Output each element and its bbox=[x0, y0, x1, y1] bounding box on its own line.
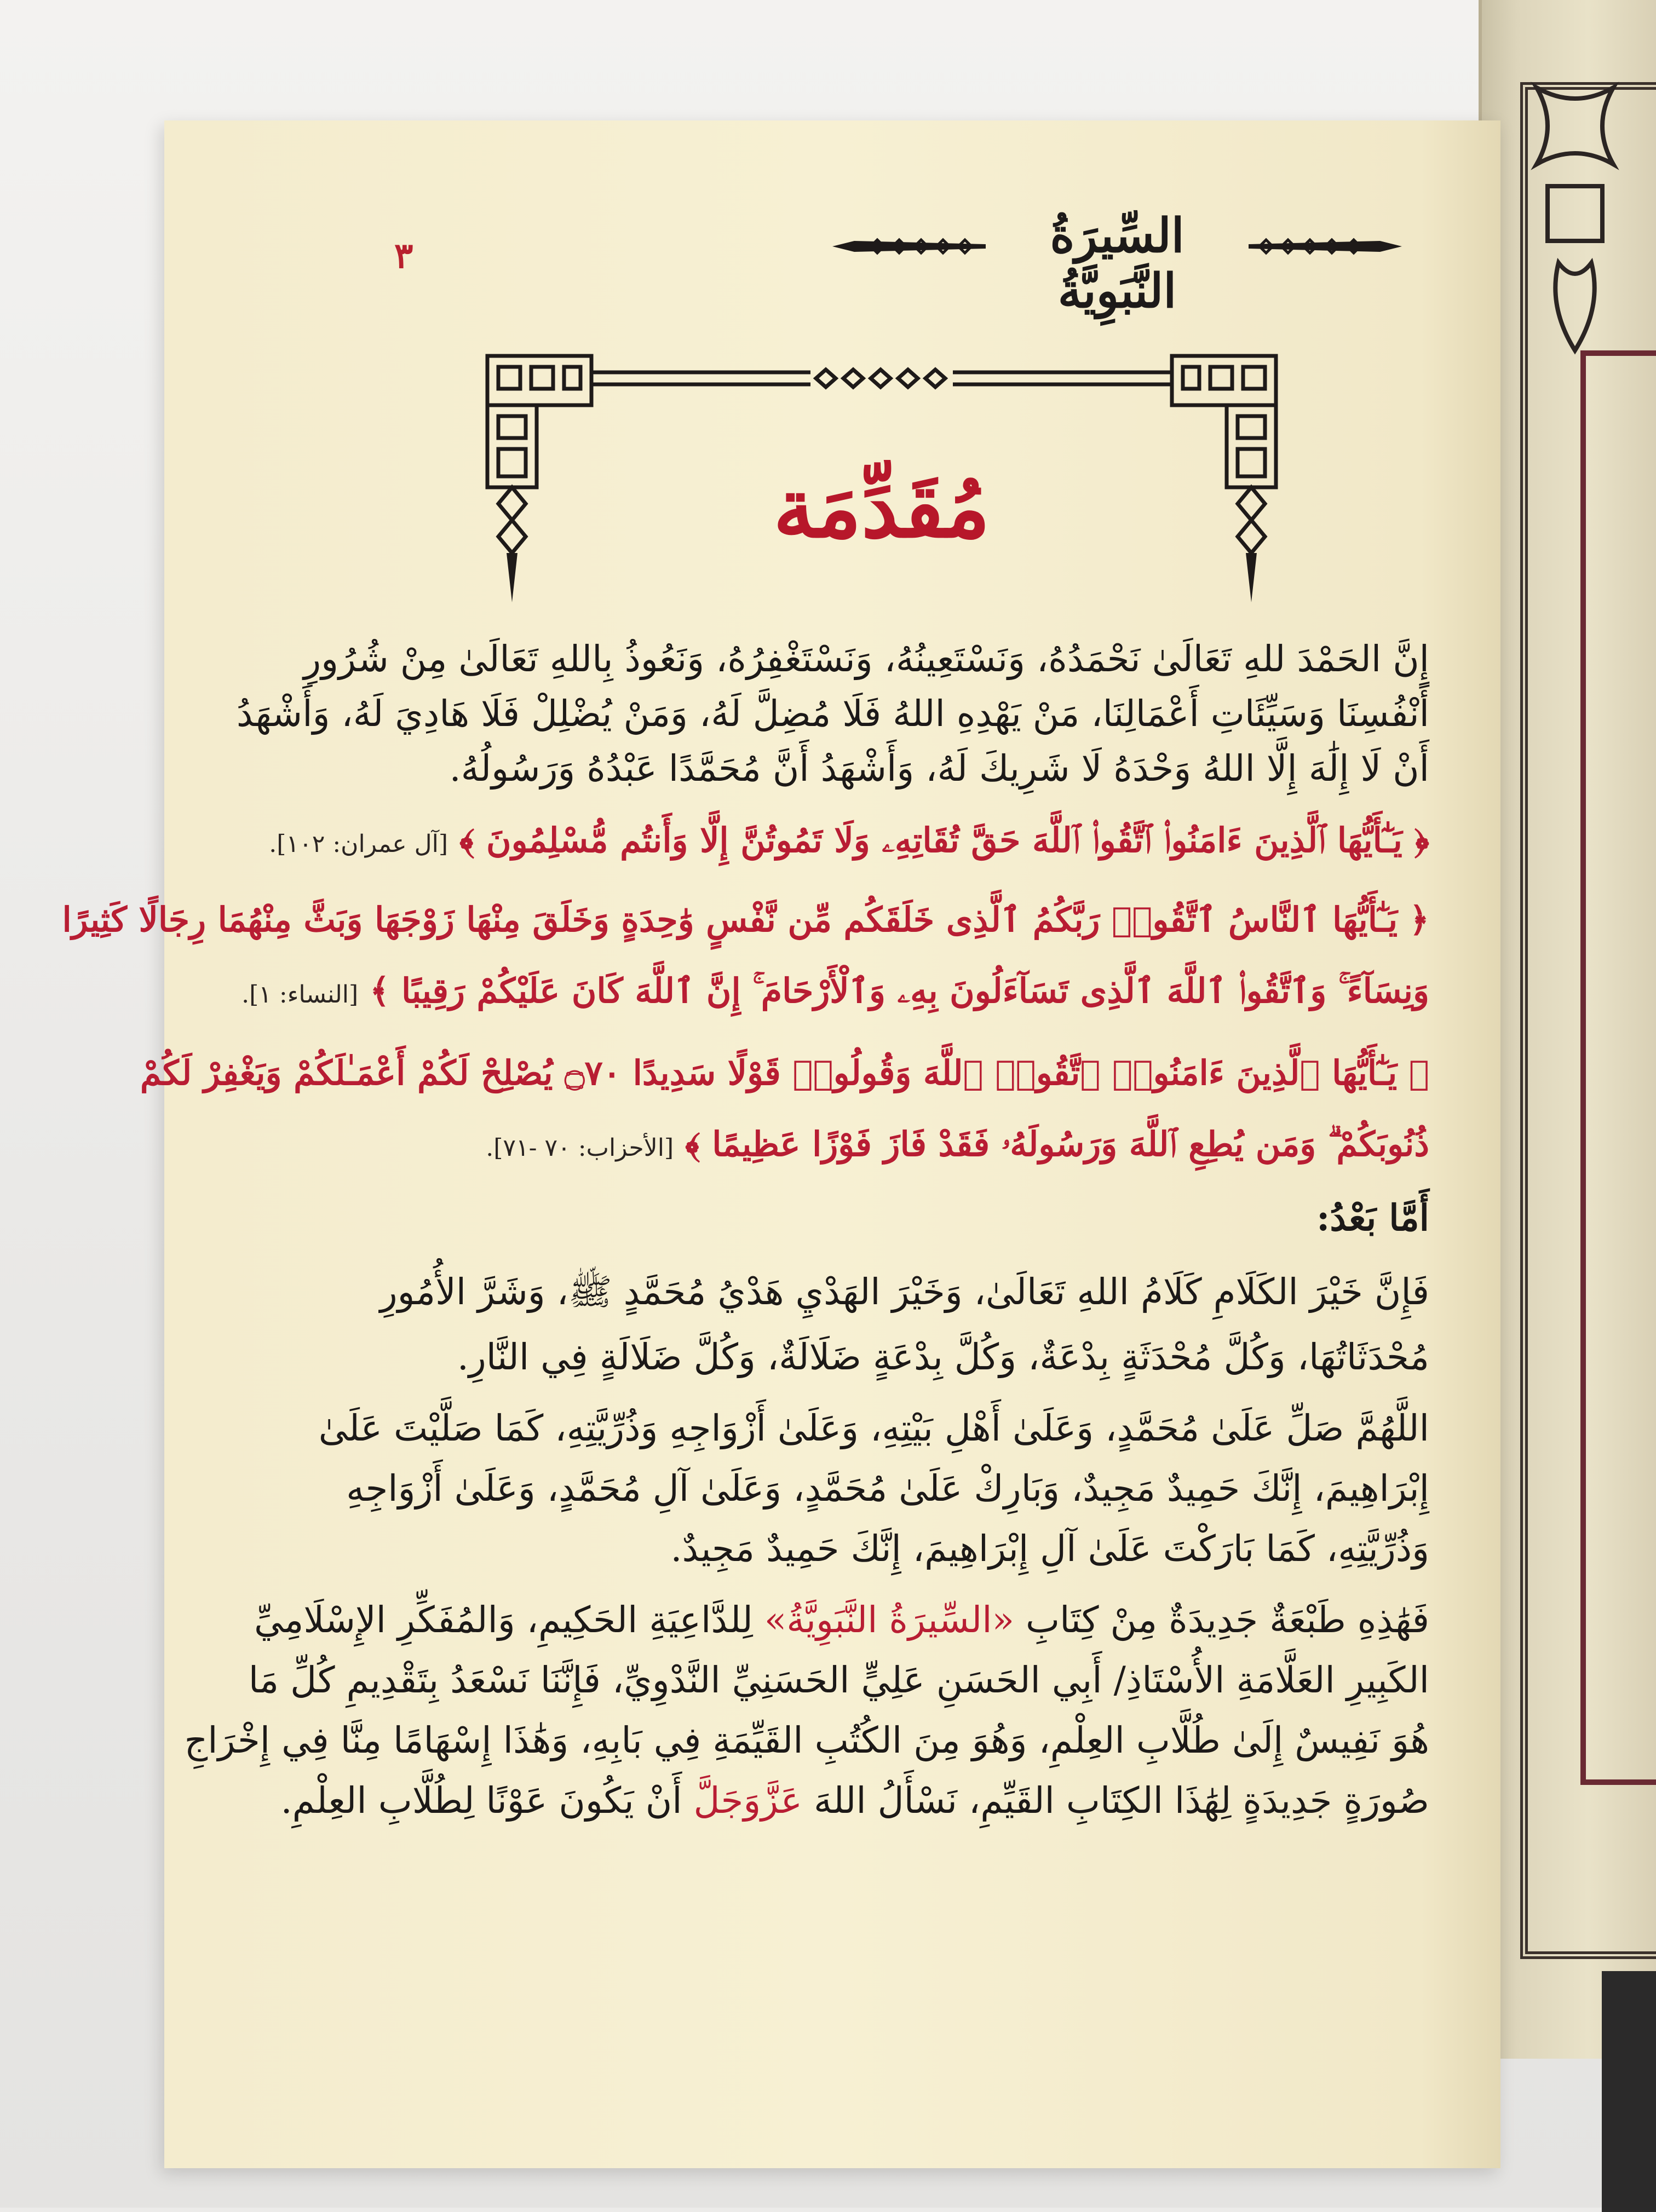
facing-page-ornament bbox=[1526, 77, 1624, 361]
body-line: الكَبِيرِ العَلَّامَةِ الأُسْتَاذِ/ أَبِي الحَسَنِ عَلِيٍّ الحَسَنِيِّ النَّدْوِيِّ، فَإِنَّنَا نَسْعَدُ بِتَقْدِيمِ كُلِّ مَا bbox=[248, 1659, 1429, 1701]
book-binding bbox=[1602, 1971, 1656, 2212]
body-line: أَنْفُسِنَا وَسَيِّئَاتِ أَعْمَالِنَا، مَنْ يَهْدِهِ اللهُ فَلَا مُضِلَّ لَهُ، وَمَنْ يُضْلِلْ فَلَا هَادِيَ لَهُ، وَأَشْهَدُ bbox=[236, 693, 1429, 735]
verse-reference: [الأحزاب: ٧٠ -٧١]. bbox=[486, 1134, 674, 1162]
quran-verse-line bbox=[334, 1122, 1429, 1165]
body-line: إِبْرَاهِيمَ، إِنَّكَ حَمِيدٌ مَجِيدٌ، وَبَارِكْ عَلَىٰ مُحَمَّدٍ، وَعَلَىٰ آلِ مُحَمَّدٍ، وَعَلَىٰ أَزْوَاجِهِ bbox=[346, 1467, 1429, 1510]
quran-verse-line bbox=[140, 1051, 1429, 1093]
quran-verse-text: ﴿ يَـٰٓأَيُّهَا ٱلَّذِينَ ءَامَنُوا۟ ٱتَّقُوا۟ ٱللَّهَ وَقُولُوا۟ قَوْلًا سَدِيدًا ۝٧٠ يُصْلِحْ لَكُمْ أَعْمَـٰلَكُمْ وَيَغْفِرْ لَكُمْ bbox=[140, 1053, 1429, 1093]
quran-verse-line bbox=[62, 898, 1429, 940]
body-line: هُوَ نَفِيسٌ إِلَىٰ طُلَّابِ العِلْمِ، وَهُوَ مِنَ الكُتُبِ القَيِّمَةِ فِي بَابِهِ، وَهَٰذَا إِسْهَامًا مِنَّا فِي إِخْرَاجِ bbox=[184, 1719, 1429, 1761]
quran-verse-text: ذُنُوبَكُمْ ۗ وَمَن يُطِعِ ٱللَّهَ وَرَسُولَهُۥ فَقَدْ فَازَ فَوْزًا عَظِيمًا ﴾ bbox=[685, 1124, 1429, 1164]
body-line: مُحْدَثَاتُهَا، وَكُلَّ مُحْدَثَةٍ بِدْعَةٌ، وَكُلَّ بِدْعَةٍ ضَلَالَةٌ، وَكُلَّ ضَلَالَةٍ فِي النَّارِ. bbox=[457, 1336, 1429, 1378]
body-text: أَنْ يَكُونَ عَوْنًا لِطُلَّابِ العِلْمِ. bbox=[280, 1779, 682, 1822]
section-title: مُقَدِّمَة bbox=[773, 460, 990, 556]
body-line: اللَّهُمَّ صَلِّ عَلَىٰ مُحَمَّدٍ، وَعَلَىٰ أَهْلِ بَيْتِهِ، وَعَلَىٰ أَزْوَاجِهِ وَذُرِّيَّتِهِ، كَمَا صَلَّيْتَ عَلَىٰ bbox=[318, 1407, 1429, 1449]
honorific: عَزَّوَجَلَّ bbox=[693, 1779, 802, 1822]
book-title-quote: «السِّيرَةُ النَّبَوِيَّةُ» bbox=[764, 1599, 1015, 1641]
body-text: صُورَةٍ جَدِيدَةٍ لِهَٰذَا الكِتَابِ القَيِّمِ، نَسْأَلُ اللهَ bbox=[813, 1779, 1429, 1822]
body-line: وَذُرِّيَّتِهِ، كَمَا بَارَكْتَ عَلَىٰ آلِ إِبْرَاهِيمَ، إِنَّكَ حَمِيدٌ مَجِيدٌ. bbox=[670, 1528, 1429, 1570]
body-line: إِنَّ الحَمْدَ للهِ تَعَالَىٰ نَحْمَدُهُ، وَنَسْتَعِينُهُ، وَنَسْتَغْفِرُهُ، وَنَعُوذُ بِاللهِ تَعَالَىٰ مِنْ شُرُورِ bbox=[303, 638, 1429, 680]
body-text: لِلدَّاعِيَةِ الحَكِيمِ، وَالمُفَكِّرِ الإِسْلَامِيِّ bbox=[254, 1599, 753, 1641]
body-line bbox=[254, 1599, 1429, 1641]
page-number: ٣ bbox=[394, 235, 413, 276]
amma-baad-heading: أَمَّا بَعْدُ: bbox=[1316, 1196, 1429, 1239]
facing-page-inner-frame bbox=[1580, 350, 1656, 1785]
quran-verse-text: ﴿ يَـٰٓأَيُّهَا ٱلَّذِينَ ءَامَنُوا۟ ٱتَّقُوا۟ ٱللَّهَ حَقَّ تُقَاتِهِۦ وَلَا تَمُوتُنَّ إِلَّا وَأَنتُم مُّسْلِمُونَ ﴾ bbox=[459, 820, 1429, 860]
quran-verse-text: ﴿ يَـٰٓأَيُّهَا ٱلنَّاسُ ٱتَّقُوا۟ رَبَّكُمُ ٱلَّذِى خَلَقَكُم مِّن نَّفْسٍ وَٰحِدَةٍ وَخَلَقَ مِنْهَا زَوْجَهَا وَبَثَّ مِنْهُمَا رِجَالًا كَثِيرًا bbox=[62, 900, 1429, 940]
running-header-title: السِّيرَةُ النَّبَوِيَّةُ bbox=[1050, 208, 1185, 319]
verse-reference: [آل عمران: ١٠٢]. bbox=[269, 830, 449, 858]
body-line: فَإِنَّ خَيْرَ الكَلَامِ كَلَامُ اللهِ تَعَالَىٰ، وَخَيْرَ الهَدْيِ هَدْيُ مُحَمَّدٍ ﷺ، وَشَرَّ الأُمُورِ bbox=[380, 1271, 1429, 1313]
body-line bbox=[280, 1779, 1429, 1822]
body-text: فَهَٰذِهِ طَبْعَةٌ جَدِيدَةٌ مِنْ كِتَابِ bbox=[1026, 1599, 1429, 1641]
section-heading-line bbox=[334, 1196, 1429, 1239]
body-line: أَنْ لَا إِلَٰهَ إِلَّا اللهُ وَحْدَهُ لَا شَرِيكَ لَهُ، وَأَشْهَدُ أَنَّ مُحَمَّدًا عَبْدُهُ وَرَسُولُهُ. bbox=[449, 747, 1429, 790]
quran-verse-line bbox=[269, 819, 1429, 861]
quran-verse-text: وَنِسَآءً ۚ وَٱتَّقُوا۟ ٱللَّهَ ٱلَّذِى تَسَآءَلُونَ بِهِۦ وَٱلْأَرْحَامَ ۚ إِنَّ ٱللَّهَ كَانَ عَلَيْكُمْ رَقِيبًا ﴾ bbox=[370, 971, 1429, 1011]
running-header bbox=[832, 197, 1402, 319]
quran-verse-line bbox=[242, 969, 1429, 1011]
verse-reference: [النساء: ١]. bbox=[242, 981, 359, 1009]
facing-page-edge bbox=[1479, 0, 1656, 2059]
